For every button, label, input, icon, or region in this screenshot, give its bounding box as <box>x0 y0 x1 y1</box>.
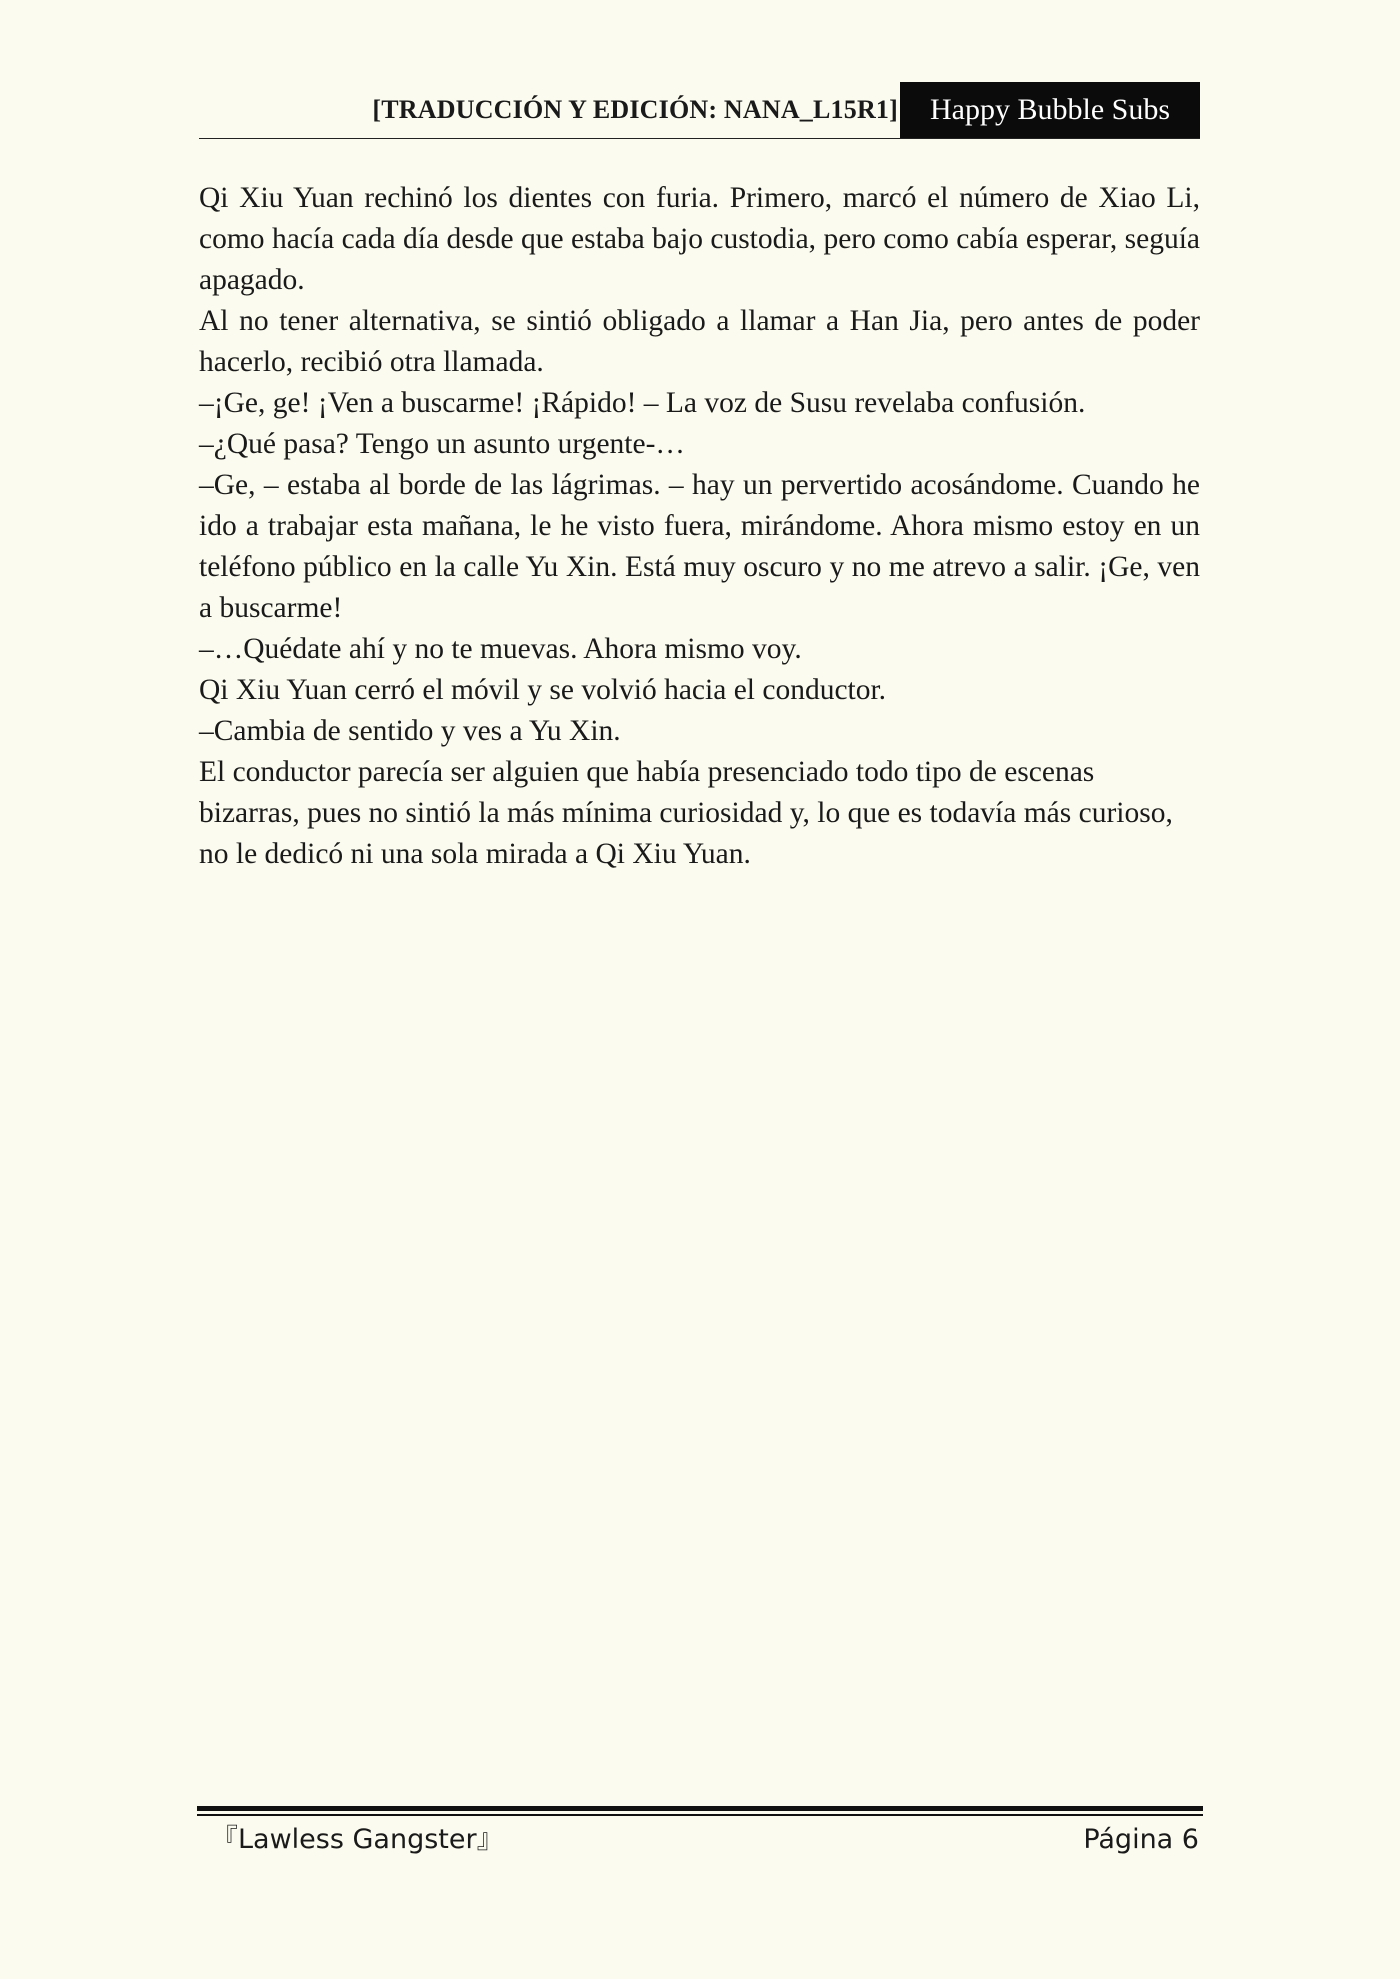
header-credit: [TRADUCCIÓN Y EDICIÓN: NANA_L15R1] <box>372 95 898 124</box>
paragraph: –…Quédate ahí y no te muevas. Ahora mismo voy. <box>199 633 802 665</box>
header-group-badge: Happy Bubble Subs <box>900 82 1200 138</box>
footer-page-number: Página 6 <box>1083 1824 1199 1855</box>
paragraph: Qi Xiu Yuan cerró el móvil y se volvió hacia el conductor. <box>199 674 887 706</box>
paragraph: Qi Xiu Yuan rechinó los dientes con furia. Primero, marcó el número de Xiao Li, como hacía cada día desde que estaba bajo custodia, pero como cabía esperar, seguía apagado. <box>199 182 1200 296</box>
page-header <box>199 82 1200 139</box>
paragraph: –Ge, – estaba al borde de las lágrimas. – hay un pervertido acosándome. Cuando he ido a trabajar esta mañana, le he visto fuera, mirándome. Ahora mismo estoy en un teléfono público en la calle Yu Xin. Está muy oscuro y no me atrevo a salir. ¡Ge, ven a buscarme! <box>199 469 1200 624</box>
paragraph: –¡Ge, ge! ¡Ven a buscarme! ¡Rápido! – La voz de Susu revelaba confusión. <box>199 387 1086 419</box>
body-text <box>199 178 1200 875</box>
paragraph: –¿Qué pasa? Tengo un asunto urgente-… <box>199 428 685 460</box>
footer-book-title: 『Lawless Gangster』 <box>211 1824 504 1855</box>
footer-divider-thin <box>197 1814 1203 1816</box>
paragraph: Al no tener alternativa, se sintió obligado a llamar a Han Jia, pero antes de poder hacerlo, recibió otra llamada. <box>199 305 1200 378</box>
paragraph: –Cambia de sentido y ves a Yu Xin. <box>199 715 621 747</box>
paragraph: El conductor parecía ser alguien que había presenciado todo tipo de escenas bizarras, pues no sintió la más mínima curiosidad y, lo que es todavía más curioso, no le dedicó ni una sola mirada a Qi Xiu Yuan. <box>199 756 1173 870</box>
footer-divider-thick <box>197 1806 1203 1811</box>
